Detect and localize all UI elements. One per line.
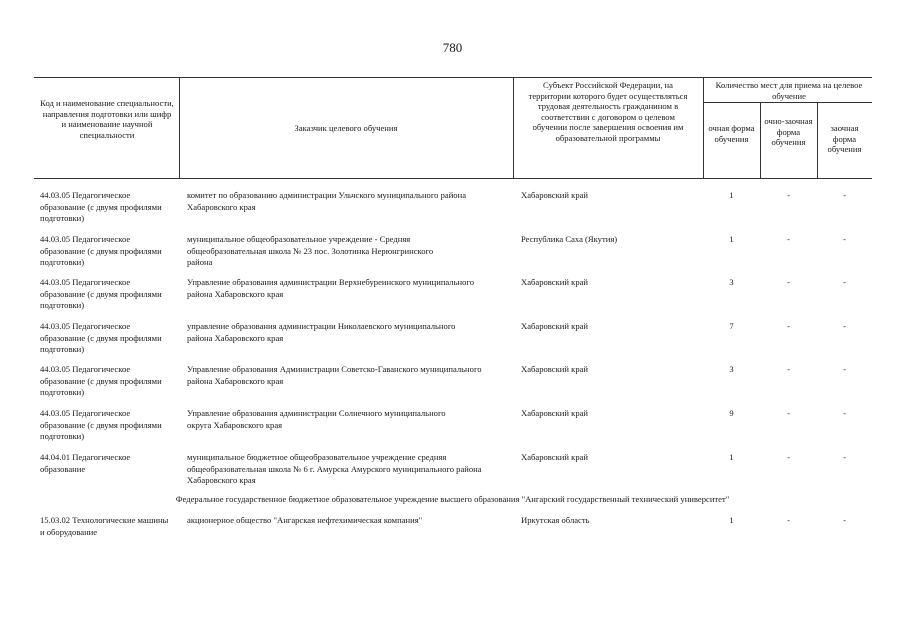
- header-bottom-rule: [34, 178, 872, 179]
- row-5-parttime: -: [843, 364, 846, 374]
- col-divider-5: [817, 102, 818, 178]
- row-2-fulltime: 1: [729, 234, 734, 244]
- header-customer: Заказчик целевого обучения: [294, 123, 398, 133]
- organization-heading: Федеральное государственное бюджетное образовательное учреждение высшего образования "Ангарский государственный технический университет": [175, 494, 730, 504]
- row-7-customer: муниципальное бюджетное общеобразовательное учреждение средняя общеобразовательная школа № 6 г. Амурска Амурского муниципального района Хабаровского края: [187, 452, 482, 485]
- header-subject: Субъект Российской Федерации, на территории которого будет осуществляться трудовая деятельность гражданином в соответствии с договором о целевом обучении после завершения освоения им образовательной программы: [528, 80, 688, 143]
- row-1-parttime: -: [843, 190, 846, 200]
- row-4-parttime: -: [843, 321, 846, 331]
- row-8-subject: Иркутская область: [521, 515, 590, 525]
- header-code: Код и наименование специальности, направления подготовки или шифр и наименование научной специальности: [40, 98, 174, 140]
- header-fulltime: очная форма обучения: [708, 123, 755, 144]
- header-mixed: очно-заочная форма обучения: [764, 116, 813, 148]
- row-8-fulltime: 1: [729, 515, 734, 525]
- row-2-subject: Республика Саха (Якутия): [521, 234, 618, 244]
- row-7-mixed: -: [787, 452, 790, 462]
- row-6-parttime: -: [843, 408, 846, 418]
- row-7-subject: Хабаровский край: [521, 452, 589, 462]
- row-8-code: 15.03.02 Технологические машины и оборудование: [40, 515, 169, 537]
- page-number: 780: [442, 40, 463, 55]
- row-2-parttime: -: [843, 234, 846, 244]
- row-8-mixed: -: [787, 515, 790, 525]
- row-4-mixed: -: [787, 321, 790, 331]
- places-subheader-rule: [703, 102, 872, 103]
- row-3-code: 44.03.05 Педагогическое образование (с двумя профилями подготовки): [40, 277, 162, 310]
- row-3-subject: Хабаровский край: [521, 277, 589, 287]
- row-3-customer: Управление образования администрации Верхнебуреинского муниципального района Хабаровского края: [187, 277, 475, 299]
- row-7-code: 44.04.01 Педагогическое образование: [40, 452, 131, 474]
- col-divider-1: [179, 77, 180, 178]
- row-2-code: 44.03.05 Педагогическое образование (с двумя профилями подготовки): [40, 234, 162, 267]
- header-top-rule: [34, 77, 872, 78]
- row-5-code: 44.03.05 Педагогическое образование (с двумя профилями подготовки): [40, 364, 162, 397]
- col-divider-4: [760, 102, 761, 178]
- row-4-subject: Хабаровский край: [521, 321, 589, 331]
- row-6-customer: Управление образования администрации Солнечного муниципального округа Хабаровского края: [187, 408, 446, 430]
- row-1-fulltime: 1: [729, 190, 734, 200]
- row-1-mixed: -: [787, 190, 790, 200]
- row-8-customer: акционерное общество "Ангарская нефтехимическая компания": [187, 515, 423, 525]
- row-2-mixed: -: [787, 234, 790, 244]
- row-6-subject: Хабаровский край: [521, 408, 589, 418]
- row-6-mixed: -: [787, 408, 790, 418]
- row-6-fulltime: 9: [729, 408, 734, 418]
- row-8-parttime: -: [843, 515, 846, 525]
- row-5-subject: Хабаровский край: [521, 364, 589, 374]
- row-7-fulltime: 1: [729, 452, 734, 462]
- row-4-fulltime: 7: [729, 321, 734, 331]
- row-1-code: 44.03.05 Педагогическое образование (с двумя профилями подготовки): [40, 190, 162, 223]
- row-1-subject: Хабаровский край: [521, 190, 589, 200]
- col-divider-2: [513, 77, 514, 178]
- row-3-parttime: -: [843, 277, 846, 287]
- row-5-customer: Управление образования Администрации Советско-Гаванского муниципального района Хабаровского края: [187, 364, 482, 386]
- row-5-mixed: -: [787, 364, 790, 374]
- row-2-customer: муниципальное общеобразовательное учреждение - Средняя общеобразовательная школа № 23 пос. Золотинка Нерюнгринского района: [187, 234, 434, 267]
- row-3-fulltime: 3: [729, 277, 734, 287]
- col-divider-3: [703, 77, 704, 178]
- header-parttime: заочная форма обучения: [827, 123, 862, 155]
- row-5-fulltime: 3: [729, 364, 734, 374]
- row-1-customer: комитет по образованию администрации Ульчского муниципального района Хабаровского края: [187, 190, 467, 212]
- row-4-code: 44.03.05 Педагогическое образование (с двумя профилями подготовки): [40, 321, 162, 354]
- row-7-parttime: -: [843, 452, 846, 462]
- row-4-customer: управление образования администрации Николаевского муниципального района Хабаровского края: [187, 321, 456, 343]
- header-places: Количество мест для приема на целевое обучение: [715, 80, 863, 101]
- row-6-code: 44.03.05 Педагогическое образование (с двумя профилями подготовки): [40, 408, 162, 441]
- row-3-mixed: -: [787, 277, 790, 287]
